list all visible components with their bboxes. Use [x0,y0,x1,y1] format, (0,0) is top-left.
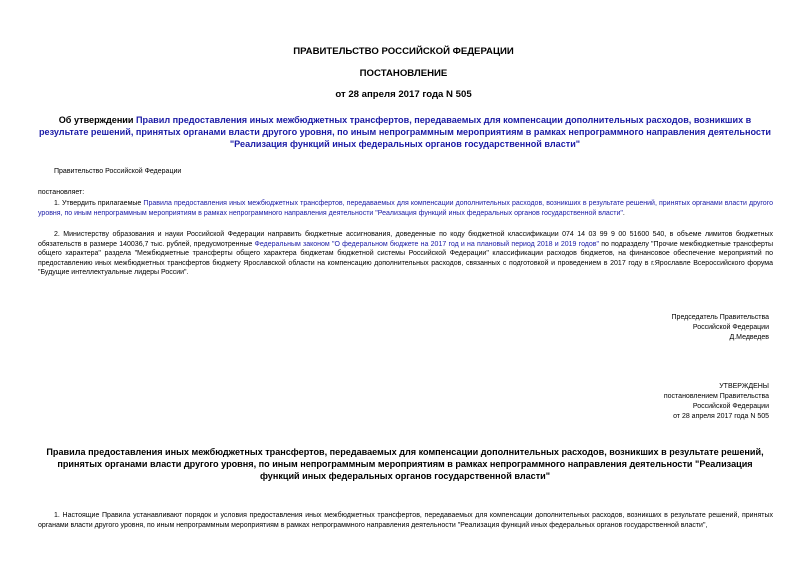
paragraph-1-start: 1. Утвердить прилагаемые [54,200,144,207]
preamble-government: Правительство Российской Федерации [54,168,182,175]
title-rules-link[interactable]: Правил предоставления иных межбюджетных трансфертов, передаваемых для компенсации дополнительных расходов, возникших в результате решений, принятых органами власти другого уровня, по иным непрограммным мероприятиям в рамках непрограммного направления деятельности "Реализация функций иных федеральных органов государственной власти" [38,115,772,149]
document-type: ПОСТАНОВЛЕНИЕ [359,68,448,79]
signature-name: Д.Медведев [729,333,769,341]
approval-line4: от 28 апреля 2017 года N 505 [673,412,769,420]
signature-block [549,313,769,343]
approval-line3: Российской Федерации [692,402,769,410]
preamble-decides: постановляет: [38,189,85,196]
paragraph-1 [38,199,773,218]
document-date-number: от 28 апреля 2017 года N 505 [335,89,472,100]
approval-line1: УТВЕРЖДЕНЫ [719,383,769,390]
paragraph-2-start: 2. Министерству образования и науки Российской Федерации направить бюджетные ассигнования, доведенные по коду бюджетной классификации 074 14 03 99 9 00 51600 540, в объеме лимитов бюджетных обязательств в размере 140036,7 тыс. рублей, предусмотренные [38,231,773,248]
paragraph-2-end: по подразделу "Прочие межбюджетные трансферты общего характера" раздела "Межбюджетные трансферты общего характера бюджетам бюджетной системы Российской Федерации" классификации расходов бюджетов, на финансовое обеспечение мероприятий по предоставлению иных межбюджетных трансфертов бюджету Ярославской области на компенсацию дополнительных расходов, связанных с подготовкой и проведением в 2017 году в г.Ярославле Всероссийского форума "Будущие интеллектуальные лидеры России". [38,240,774,277]
rules-title: Правила предоставления иных межбюджетных трансфертов, передаваемых для компенсации дополнительных расходов, возникших в результате решений, принятых органами власти другого уровня, по иным непрограммным мероприятиям в рамках непрограммного направления деятельности "Реализация функций иных федеральных органов государственной власти" [46,447,764,481]
paragraph-2 [38,230,773,278]
approval-line2: постановлением Правительства [663,392,769,400]
document-title [38,114,772,150]
approval-block [549,382,769,422]
paragraph-1-rules-link[interactable]: Правила предоставления иных межбюджетных трансфертов, передаваемых для компенсации дополнительных расходов, возникших в результате решений, принятых органами власти другого уровня, по иным непрограммным мероприятиям в рамках непрограммного направления деятельности "Реализация функций иных федеральных органов государственной власти" [38,200,773,217]
paragraph-1-end: . [622,209,625,217]
government-heading: ПРАВИТЕЛЬСТВО РОССИЙСКОЙ ФЕДЕРАЦИИ [293,46,514,57]
federal-law-link[interactable]: Федеральным законом "О федеральном бюджете на 2017 год и на плановый период 2018 и 2019 годов" [254,240,599,248]
title-prefix: Об утверждении [58,115,137,125]
signature-position-line2: Российской Федерации [692,323,769,331]
signature-position-line1: Председатель Правительства [671,314,769,321]
rules-paragraph-1: 1. Настоящие Правила устанавливают порядок и условия предоставления иных межбюджетных трансфертов, передаваемых для компенсации дополнительных расходов, возникших в результате решений, принятых органами власти другого уровня, по иным непрограммным мероприятиям в рамках непрограммного направления деятельности "Реализация функций иных федеральных органов государственной власти", [38,512,773,529]
